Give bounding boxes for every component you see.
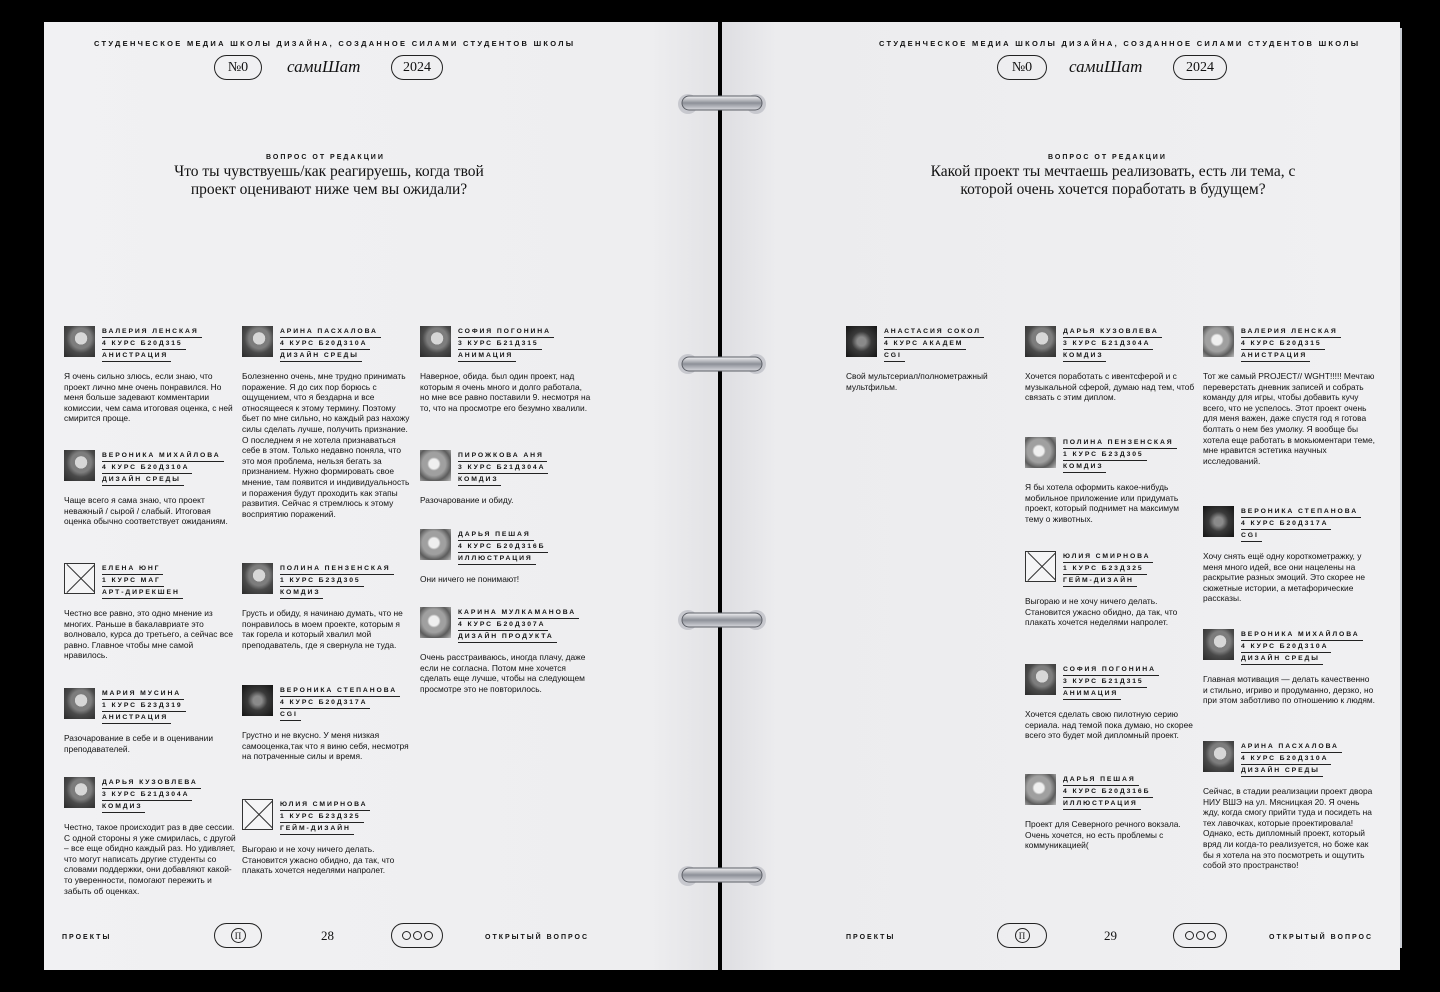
respondent-program: АНИМАЦИЯ (458, 350, 516, 362)
respondent-program: АНИМАЦИЯ (1063, 688, 1121, 700)
respondent-entry (420, 450, 592, 506)
respondent-entry (64, 777, 236, 896)
avatar (1025, 437, 1056, 468)
question-title: Что ты чувствуешь/как реагируешь, когда твой проект оценивают ниже чем вы ожидали? (174, 163, 484, 198)
page-number: 29 (1104, 928, 1117, 943)
respondent-course: 4 КУРС АКАДЕМ (884, 338, 966, 350)
question-title: Какой проект ты мечтаешь реализовать, есть ли тема, с которой очень хочется поработать в будущем? (930, 163, 1296, 198)
respondent-answer: Они ничего не понимают! (420, 574, 520, 584)
respondent-answer: Чаще всего я сама знаю, что проект неважный / сырой / слабый. Итоговая оценка обычно соответствует ожиданиям. (64, 495, 228, 527)
respondent-name: ЮЛИЯ СМИРНОВА (1063, 551, 1153, 563)
respondent-course: 4 КУРС Б20Д316Б (1063, 786, 1153, 798)
question-label: ВОПРОС ОТ РЕДАКЦИИ (266, 154, 385, 161)
respondent-name: ВАЛЕРИЯ ЛЕНСКАЯ (1241, 326, 1341, 338)
binder-ring-icon (676, 348, 768, 380)
question-label: ВОПРОС ОТ РЕДАКЦИИ (1048, 154, 1167, 161)
left-page (44, 22, 718, 970)
avatar (242, 563, 273, 594)
respondent-course: 3 КУРС Б21Д315 (458, 338, 542, 350)
avatar (242, 326, 273, 357)
respondent-course: 4 КУРС Б20Д310А (1241, 753, 1331, 765)
respondent-course: 1 КУРС МАГ (102, 575, 164, 587)
respondent-answer: Грусть и обиду, я начинаю думать, что не понравилось в моем проекте, которым я так горела и который хвалил мой преподаватель, где я свернула не туда. (242, 608, 403, 650)
avatar (1025, 664, 1056, 695)
respondent-entry (1025, 326, 1197, 403)
respondent-program: ГЕЙМ-ДИЗАЙН (1063, 575, 1137, 587)
respondent-entry (1203, 741, 1375, 871)
respondent-name: ВАЛЕРИЯ ЛЕНСКАЯ (102, 326, 202, 338)
binder-ring-icon (676, 88, 768, 120)
respondent-program: КОМДИЗ (458, 474, 501, 486)
respondent-name: ЕЛЕНА ЮНГ (102, 563, 163, 575)
footer-p-badge (214, 923, 262, 948)
magazine-logo: самиШат (1069, 57, 1143, 76)
respondent-course: 4 КУРС Б20Д310А (102, 462, 192, 474)
respondent-course: 3 КУРС Б21Д304А (1063, 338, 1153, 350)
respondent-program: ДИЗАЙН СРЕДЫ (102, 474, 184, 486)
respondent-entry (1025, 774, 1197, 851)
issue-number-badge: №0 (214, 55, 262, 80)
respondent-name: АРИНА ПАСХАЛОВА (1241, 741, 1342, 753)
respondent-name: ЮЛИЯ СМИРНОВА (280, 799, 370, 811)
avatar (1203, 629, 1234, 660)
respondent-name: КАРИНА МУЛКАМАНОВА (458, 607, 579, 619)
p-circle-icon: П (231, 928, 246, 943)
respondent-answer: Проект для Северного речного вокзала. Очень хочется, но есть проблемы с коммуникацией( (1025, 819, 1181, 851)
footer-section: ПРОЕКТЫ (846, 934, 896, 941)
respondent-course: 4 КУРС Б20Д316Б (458, 541, 548, 553)
p-circle-icon: П (1015, 928, 1030, 943)
page-number: 28 (321, 928, 334, 943)
respondent-answer: Я очень сильно злюсь, если знаю, что проект лично мне очень понравился. Но меня больше задевают комментарии комиссии, чем сама итоговая оценка, с ней смирится проще. (64, 371, 233, 424)
respondent-entry (1025, 551, 1197, 628)
respondent-course: 4 КУРС Б20Д317А (1241, 518, 1331, 530)
avatar (420, 326, 451, 357)
respondent-answer: Честно, такое происходит раз в две сессии. С одной стороны я уже смирилась, с другой – все еще обидно каждый раз. Но удивляет, что могут написать другие студенты со словами поддержки, они добавляют какой-то уверенности, помогают пережить и забыть об оценках. (64, 822, 236, 896)
respondent-program: CGI (1241, 530, 1262, 542)
respondent-answer: Сейчас, в стадии реализации проект двора НИУ ВШЭ на ул. Мясницкая 20. Я очень жду, когда смогу прийти туда и посидеть на тех лавочках, которые проектировала! Однако, есть дипломный проект, который вряд ли когда-то реализуется, но боже как бы я хотела на это посмотреть и ощутить собой это пространство! (1203, 786, 1373, 871)
avatar (420, 529, 451, 560)
respondent-answer: Разочарование в себе и в оценивании преподавателей. (64, 733, 214, 754)
respondent-entry (1203, 506, 1375, 604)
respondent-course: 1 КУРС Б23Д305 (280, 575, 364, 587)
respondent-program: CGI (884, 350, 905, 362)
respondent-name: ПИРОЖКОВА АНЯ (458, 450, 547, 462)
respondent-name: АРИНА ПАСХАЛОВА (280, 326, 381, 338)
respondent-answer: Наверное, обида. был один проект, над которым я очень много и долго работала, но мне все равно поставили 9. несмотря на то, что на просмотре его безумно хвалили. (420, 371, 591, 413)
respondent-program: ДИЗАЙН ПРОДУКТА (458, 631, 557, 643)
respondent-answer: Честно все равно, это одно мнение из многих. Раньше в бакалавриате это волновало, курса до третьего, а сейчас все равно. Главное чтобы мне самой нравилось. (64, 608, 234, 661)
respondent-program: КОМДИЗ (102, 801, 145, 813)
respondent-program: ДИЗАЙН СРЕДЫ (1241, 765, 1323, 777)
respondent-answer: Тот же самый PROJECT// WGHT!!!!! Мечтаю переверстать дневник записей и собрать команду для игры, чтобы добавить кучу всего, что не успелось. Этот проект очень для меня важен, даже спустя год я готова болтать о нем без умолку. Я вообще бы хотела еще работать в мокьюментари теме, мне нравится эстетика научных исследований. (1203, 371, 1375, 466)
respondent-name: ДАРЬЯ КУЗОВЛЕВА (102, 777, 201, 789)
respondent-program: ИЛЛЮСТРАЦИЯ (1063, 798, 1141, 810)
respondent-course: 1 КУРС Б23Д305 (1063, 449, 1147, 461)
avatar (420, 607, 451, 638)
respondent-course: 4 КУРС Б20Д315 (102, 338, 186, 350)
respondent-answer: Грустно и не вкусно. У меня низкая самооценка,так что я виню себя, несмотря на потраченные силы и время. (242, 730, 409, 762)
avatar (1203, 506, 1234, 537)
respondent-course: 1 КУРС Б23Д319 (102, 700, 186, 712)
respondent-program: АНИСТРАЦИЯ (102, 350, 171, 362)
respondent-course: 1 КУРС Б23Д325 (280, 811, 364, 823)
avatar (420, 450, 451, 481)
respondent-entry (64, 563, 236, 661)
respondent-entry (242, 799, 414, 876)
respondent-entry (846, 326, 1018, 392)
respondent-name: СОФИЯ ПОГОНИНА (458, 326, 554, 338)
year-badge: 2024 (1173, 55, 1227, 80)
respondent-entry (1025, 664, 1197, 741)
respondent-answer: Хочется поработать с ивентсферой и с музыкальной сферой, думаю над тем, чтоб связать с этим диплом. (1025, 371, 1195, 403)
respondent-answer: Я бы хотела оформить какое-нибудь мобильное приложение или придумать проект, который поднимет на максимум тему о животных. (1025, 482, 1179, 524)
right-page (722, 22, 1400, 970)
respondent-program: CGI (280, 709, 301, 721)
avatar (846, 326, 877, 357)
respondent-answer: Хочется сделать свою пилотную серию сериала. над темой пока думаю, но скорее всего это будет мой дипломный проект. (1025, 709, 1193, 741)
respondent-course: 4 КУРС Б20Д307А (458, 619, 548, 631)
respondent-answer: Выгораю и не хочу ничего делать. Становится ужасно обидно, да так, что плакать хочется неделями напролет. (242, 844, 395, 876)
avatar (64, 326, 95, 357)
respondent-course: 4 КУРС Б20Д310А (1241, 641, 1331, 653)
respondent-course: 3 КУРС Б21Д304А (102, 789, 192, 801)
binder-ring-icon (676, 604, 768, 636)
respondent-course: 4 КУРС Б20Д310А (280, 338, 370, 350)
respondent-answer: Хочу снять ещё одну короткометражку, у меня много идей, все они нацелены на раскрытие разных эмоций. Это скорее не сюжетные истории, а метафорические рассказы. (1203, 551, 1365, 604)
footer-dots-badge (1173, 923, 1227, 948)
respondent-entry (420, 607, 592, 694)
magazine-logo: самиШат (287, 57, 361, 76)
respondent-entry (420, 529, 592, 585)
respondent-name: ВЕРОНИКА СТЕПАНОВА (280, 685, 400, 697)
respondent-program: КОМДИЗ (1063, 461, 1106, 473)
three-dots-icon (402, 931, 411, 940)
respondent-name: МАРИЯ МУСИНА (102, 688, 184, 700)
respondent-program: ИЛЛЮСТРАЦИЯ (458, 553, 536, 565)
avatar (64, 777, 95, 808)
respondent-program: КОМДИЗ (1063, 350, 1106, 362)
avatar (242, 799, 273, 830)
respondent-entry (242, 685, 414, 762)
respondent-answer: Разочарование и обиду. (420, 495, 514, 505)
issue-number-badge: №0 (997, 55, 1047, 80)
avatar (1203, 326, 1234, 357)
respondent-course: 1 КУРС Б23Д325 (1063, 563, 1147, 575)
respondent-answer: Очень расстраиваюсь, иногда плачу, даже если не согласна. Потом мне хочется сделать еще лучше, чтобы на следующем просмотре это не повторилось. (420, 652, 586, 694)
respondent-entry (1203, 629, 1375, 706)
respondent-answer: Главная мотивация — делать качественно и стильно, игриво и продуманно, дерзко, но при этом заботливо по отношению к людям. (1203, 674, 1375, 706)
respondent-course: 4 КУРС Б20Д317А (280, 697, 370, 709)
respondent-name: СОФИЯ ПОГОНИНА (1063, 664, 1159, 676)
respondent-entry (64, 450, 236, 527)
respondent-name: ВЕРОНИКА МИХАЙЛОВА (102, 450, 224, 462)
respondent-name: ПОЛИНА ПЕНЗЕНСКАЯ (1063, 437, 1177, 449)
header-tagline: СТУДЕНЧЕСКОЕ МЕДИА ШКОЛЫ ДИЗАЙНА, СОЗДАННОЕ СИЛАМИ СТУДЕНТОВ ШКОЛЫ (94, 39, 576, 48)
year-badge: 2024 (391, 55, 443, 80)
respondent-course: 4 КУРС Б20Д315 (1241, 338, 1325, 350)
footer-p-badge (997, 923, 1047, 948)
respondent-course: 3 КУРС Б21Д304А (458, 462, 548, 474)
footer-section: ПРОЕКТЫ (62, 934, 112, 941)
respondent-program: ДИЗАЙН СРЕДЫ (280, 350, 362, 362)
respondent-entry (420, 326, 592, 413)
footer-rubric: ОТКРЫТЫЙ ВОПРОС (1269, 934, 1374, 941)
respondent-entry (64, 688, 236, 754)
respondent-name: ВЕРОНИКА МИХАЙЛОВА (1241, 629, 1363, 641)
respondent-entry (1203, 326, 1375, 466)
respondent-program: АНИСТРАЦИЯ (102, 712, 171, 724)
respondent-program: АНИСТРАЦИЯ (1241, 350, 1310, 362)
avatar (1203, 741, 1234, 772)
respondent-entry (242, 563, 414, 650)
respondent-course: 3 КУРС Б21Д315 (1063, 676, 1147, 688)
avatar (64, 688, 95, 719)
respondent-name: ПОЛИНА ПЕНЗЕНСКАЯ (280, 563, 394, 575)
respondent-program: ДИЗАЙН СРЕДЫ (1241, 653, 1323, 665)
respondent-program: ГЕЙМ-ДИЗАЙН (280, 823, 354, 835)
avatar (1025, 326, 1056, 357)
header-tagline: СТУДЕНЧЕСКОЕ МЕДИА ШКОЛЫ ДИЗАЙНА, СОЗДАННОЕ СИЛАМИ СТУДЕНТОВ ШКОЛЫ (879, 39, 1361, 48)
respondent-name: ДАРЬЯ ПЕШАЯ (458, 529, 534, 541)
respondent-entry (242, 326, 414, 519)
respondent-name: АНАСТАСИЯ СОКОЛ (884, 326, 984, 338)
avatar (1025, 774, 1056, 805)
respondent-program: АРТ-ДИРЕКШЕН (102, 587, 183, 599)
respondent-answer: Выгораю и не хочу ничего делать. Становится ужасно обидно, да так, что плакать хочется неделями напролет. (1025, 596, 1178, 628)
respondent-entry (64, 326, 236, 424)
respondent-name: ВЕРОНИКА СТЕПАНОВА (1241, 506, 1361, 518)
footer-rubric: ОТКРЫТЫЙ ВОПРОС (485, 934, 590, 941)
respondent-name: ДАРЬЯ КУЗОВЛЕВА (1063, 326, 1162, 338)
avatar (64, 450, 95, 481)
respondent-entry (1025, 437, 1197, 524)
respondent-answer: Свой мультсериал/полнометражный мультфильм. (846, 371, 988, 392)
three-dots-icon (1185, 931, 1194, 940)
binder-ring-icon (676, 860, 768, 892)
avatar (1025, 551, 1056, 582)
respondent-program: КОМДИЗ (280, 587, 323, 599)
avatar (242, 685, 273, 716)
respondent-name: ДАРЬЯ ПЕШАЯ (1063, 774, 1139, 786)
avatar (64, 563, 95, 594)
footer-dots-badge (391, 923, 443, 948)
respondent-answer: Болезненно очень, мне трудно принимать поражение. Я до сих пор борюсь с ощущением, что я бездарна и все относящееся к этому термину. Поэтому бьет по мне сильно, но каждый раз нахожу силы сделать лучше, получить признание. О последнем я не хотела признаваться себе в этом. Только недавно поняла, что это моя проблема, нельзя бегать за признанием. Нужно формировать свое мнение, там появится и индивидуальность и поражения будут проходить как этапы развития. Сейчас я стремлюсь к этому восприятию поражений. (242, 371, 410, 519)
